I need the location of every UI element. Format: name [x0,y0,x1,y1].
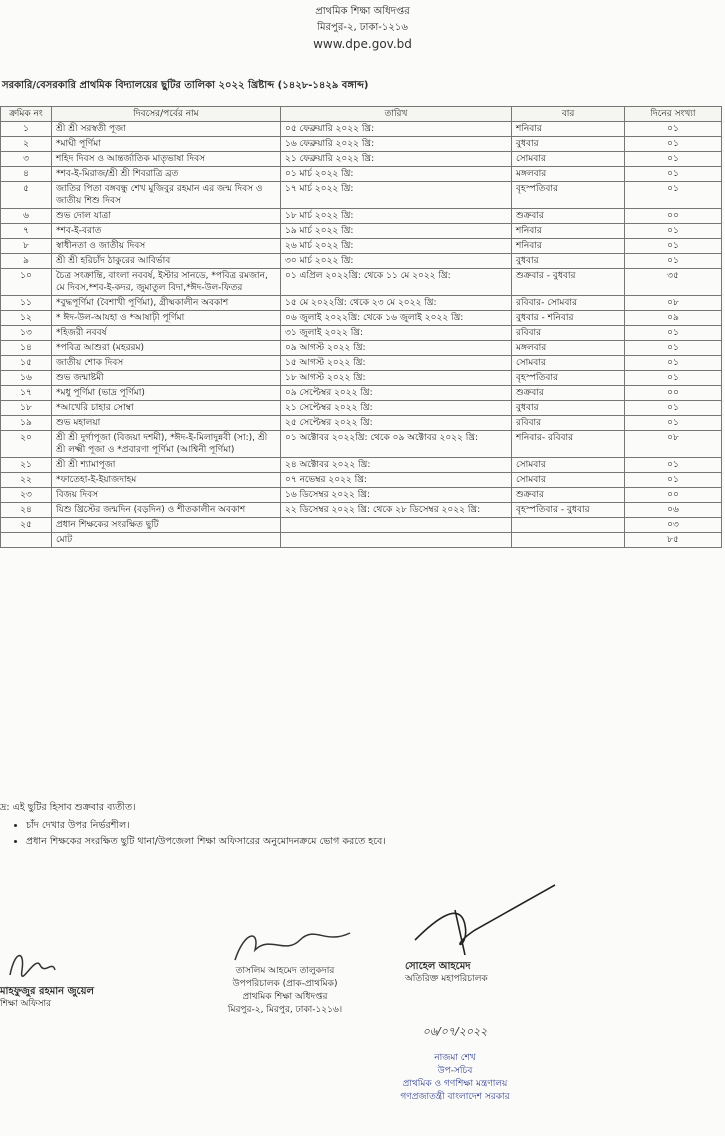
holiday-table [0,106,722,548]
cell-holiday-name: শুভ জন্মাষ্টমী [52,371,281,386]
cell-weekday: বৃহস্পতিবার [512,371,625,386]
cell-holiday-name: *আখেরি চাহার সোম্বা [52,401,281,416]
cell-date: ০৯ আগস্ট ২০২২ খ্রি: [281,341,512,356]
cell-serial: ৪ [1,167,52,182]
cell-serial: ১৫ [1,356,52,371]
cell-holiday-name: শহিদ দিবস ও আন্তর্জাতিক মাতৃভাষা দিবস [52,152,281,167]
cell-holiday-name: শুভ দোল যাত্রা [52,209,281,224]
cell-serial: ১৪ [1,341,52,356]
cell-day-count: ০১ [625,416,722,431]
table-row [1,209,722,224]
cell-serial: ১০ [1,269,52,296]
cell-serial: ৫ [1,182,52,209]
cell-date: ২৫ সেপ্টেম্বর ২০২২ খ্রি: [281,416,512,431]
cell-holiday-name: প্রধান শিক্ষকের সংরক্ষিত ছুটি [52,518,281,533]
cell-day-count: ০১ [625,458,722,473]
cell-weekday [512,518,625,533]
table-body [1,122,722,548]
notes-section [0,800,386,850]
cell-serial: ৩ [1,152,52,167]
cell-day-count: ০১ [625,167,722,182]
table-row [1,296,722,311]
table-row [1,386,722,401]
note-item: • চাঁদ দেখার উপর নির্ভরশীল। [26,818,386,834]
cell-weekday [512,533,625,548]
cell-date: ১৫ আগস্ট ২০২২ খ্রি: [281,356,512,371]
cell-date: ০১ মার্চ ২০২২ খ্রি: [281,167,512,182]
cell-day-count: ০০ [625,386,722,401]
cell-serial: ২৫ [1,518,52,533]
table-row [1,167,722,182]
signatory-title: অতিরিক্ত মহাপরিচালক [405,974,488,984]
table-row [1,326,722,341]
cell-date: ২৪ অক্টোবর ২০২২ খ্রি: [281,458,512,473]
cell-day-count: ০০ [625,488,722,503]
cell-weekday: সোমবার [512,356,625,371]
cell-day-count: ০১ [625,341,722,356]
cell-day-count: ০৯ [625,311,722,326]
table-row [1,152,722,167]
cell-date: ০১ এপ্রিল ২০২২খ্রি: থেকে ১১ মে ২০২২ খ্রি: [281,269,512,296]
note-label: দ্র: এই ছুটির হিসাব শুক্রবার ব্যতীত। [0,802,136,813]
cell-date: ০১ অক্টোবর ২০২২খ্রি: থেকে ০৯ অক্টোবর ২০২২ খ্রি: [281,431,512,458]
cell-day-count: ০১ [625,182,722,209]
cell-weekday: রবিবার [512,326,625,341]
cell-serial: ১৮ [1,401,52,416]
cell-date: ২১ সেপ্টেম্বর ২০২২ খ্রি: [281,401,512,416]
signatory-name: সোহেল আহমেদ [405,961,471,972]
cell-day-count: ০১ [625,326,722,341]
cell-weekday: বৃহস্পতিবার [512,182,625,209]
cell-holiday-name: *বুদ্ধপূর্ণিমা (বৈশাখী পূর্ণিমা), গ্রীষ্মকালীন অবকাশ [52,296,281,311]
cell-date [281,518,512,533]
signatory-title: উপপরিচালক (প্রাক-প্রাথমিক) [232,979,338,989]
cell-date [281,533,512,548]
table-row [1,533,722,548]
table-row [1,311,722,326]
cell-day-count: ০১ [625,356,722,371]
cell-weekday: রবিবার- সোমবার [512,296,625,311]
website-link[interactable]: www.dpe.gov.bd [313,37,412,51]
cell-weekday: রবিবার [512,416,625,431]
cell-day-count: ০১ [625,371,722,386]
cell-holiday-name: জাতীয় শোক দিবস [52,356,281,371]
table-row [1,371,722,386]
table-row [1,224,722,239]
cell-holiday-name: *হিজরী নববর্ষ [52,326,281,341]
cell-date: ১৬ ডিসেম্বর ২০২২ খ্রি: [281,488,512,503]
cell-day-count: ০১ [625,152,722,167]
cell-holiday-name: যিশু খ্রিস্টের জন্মদিন (বড়দিন) ও শীতকালীন অবকাশ [52,503,281,518]
col-day-count: দিনের সংখ্যা [625,107,722,122]
cell-weekday: বুধবার [512,254,625,269]
cell-day-count: ০০ [625,209,722,224]
cell-holiday-name: *ফাতেহা-ই-ইয়াজদাহম [52,473,281,488]
cell-serial: ১১ [1,296,52,311]
cell-holiday-name: *পবিত্র আশুরা (মহররম) [52,341,281,356]
cell-weekday: শুক্রবার [512,209,625,224]
col-holiday-name: দিবসের/পর্বের নাম [52,107,281,122]
cell-serial: ১৭ [1,386,52,401]
cell-serial: ১৩ [1,326,52,341]
cell-holiday-name: স্বাধীনতা ও জাতীয় দিবস [52,239,281,254]
handwritten-signature-icon [0,945,60,985]
signatory-title: উপ-সচিব [437,1066,473,1076]
cell-day-count: ০১ [625,473,722,488]
cell-weekday: বৃহস্পতিবার - বুধবার [512,503,625,518]
signatory-government: গণপ্রজাতন্ত্রী বাংলাদেশ সরকার [400,1092,510,1102]
cell-date: ০৫ ফেব্রুয়ারি ২০২২ খ্রি: [281,122,512,137]
note-item: • প্রধান শিক্ষকের সংরক্ষিত ছুটি থানা/উপজেলা শিক্ষা অফিসারের অনুমোদনক্রমে ভোগ করতে হবে। [26,834,386,850]
cell-holiday-name: শ্রী শ্রী দুর্গাপূজা (বিজয়া দশমী), *ঈদ-ই-মিলাদুন্নবী (সা:), শ্রী শ্রী লক্ষ্মী পূজা ও *প্রবারণা পূর্ণিমা (আশ্বিনী পূর্ণিমা) [52,431,281,458]
cell-serial: ২২ [1,473,52,488]
cell-weekday: সোমবার [512,473,625,488]
cell-holiday-name: জাতির পিতা বঙ্গবন্ধু শেখ মুজিবুর রহমান এর জন্ম দিবস ও জাতীয় শিশু দিবস [52,182,281,209]
cell-holiday-name: বিজয় দিবস [52,488,281,503]
cell-holiday-name: শ্রী শ্রী সরস্বতী পূজা [52,122,281,137]
cell-serial: ৯ [1,254,52,269]
cell-weekday: বুধবার - শনিবার [512,311,625,326]
table-row [1,239,722,254]
cell-date: ০৯ সেপ্টেম্বর ২০২২ খ্রি: [281,386,512,401]
cell-date: ২২ ডিসেম্বর ২০২২ খ্রি: থেকে ২৮ ডিসেম্বর ২০২২ খ্রি: [281,503,512,518]
cell-day-count: ০৮ [625,296,722,311]
cell-serial: ১ [1,122,52,137]
cell-weekday: শনিবার [512,122,625,137]
cell-date: ১৭ মার্চ ২০২২ খ্রি: [281,182,512,209]
signature-block-middle [190,925,380,1017]
cell-date: ৩০ মার্চ ২০২২ খ্রি: [281,254,512,269]
signatory-name: মাহফুজুর রহমান জুয়েল [0,986,94,997]
col-date: তারিখ [281,107,512,122]
cell-holiday-name: চৈত্র সংক্রান্তি, বাংলা নববর্ষ, ইস্টার সানডে, *পবিত্র রমজান, মে দিবস,*শব-ই-কদর, জুমাতুল বিদা,*ঈদ-উল-ফিতর [52,269,281,296]
table-row [1,431,722,458]
document-title: সরকারি/বেসরকারি প্রাথমিক বিদ্যালয়ের ছুটির তালিকা ২০২২ খ্রিষ্টাব্দ (১৪২৮-১৪২৯ বঙ্গাব্দ) [2,80,369,91]
cell-serial: ৭ [1,224,52,239]
cell-weekday: শুক্রবার [512,386,625,401]
cell-day-count: ৩৫ [625,269,722,296]
cell-holiday-name: শ্রী শ্রী শ্যামাপূজা [52,458,281,473]
cell-weekday: সোমবার [512,458,625,473]
signatory-name: নাজমা শেখ [434,1053,476,1063]
cell-serial: ২৩ [1,488,52,503]
signatory-title: শিক্ষা অফিসার [0,999,52,1009]
table-row [1,356,722,371]
cell-date: ০৭ নভেম্বর ২০২২ খ্রি: [281,473,512,488]
cell-day-count: ০৬ [625,503,722,518]
cell-day-count: ০৮ [625,431,722,458]
signatory-name: তাসলিম আহমেদ তালুকদার [235,966,335,976]
office-name: প্রাথমিক শিক্ষা অধিদপ্তর [315,6,410,17]
table-row [1,503,722,518]
cell-day-count: ০১ [625,137,722,152]
cell-date: ১৬ ফেব্রুয়ারি ২০২২ খ্রি: [281,137,512,152]
cell-holiday-name: মোট [52,533,281,548]
office-address: মিরপুর-২, ঢাকা-১২১৬ [317,22,408,33]
cell-weekday: শুক্রবার - বুধবার [512,269,625,296]
signature-block-right [405,880,565,986]
cell-serial: ২৪ [1,503,52,518]
signature-block-left [0,945,150,1011]
cell-day-count: ০১ [625,122,722,137]
cell-weekday: শনিবার [512,224,625,239]
cell-date: ১৮ আগস্ট ২০২২ খ্রি: [281,371,512,386]
cell-serial: ২ [1,137,52,152]
cell-weekday: শনিবার [512,239,625,254]
cell-date: ১৮ মার্চ ২০২২ খ্রি: [281,209,512,224]
cell-weekday: মঙ্গলবার [512,167,625,182]
cell-serial: ৬ [1,209,52,224]
cell-serial: ১২ [1,311,52,326]
signatory-address: মিরপুর-২, মিরপুর, ঢাকা-১২১৬। [227,1005,343,1015]
cell-holiday-name: *মাঘী পূর্ণিমা [52,137,281,152]
signatory-org: প্রাথমিক শিক্ষা অধিদপ্তর [242,992,328,1002]
table-row [1,122,722,137]
table-header-row [1,107,722,122]
table-row [1,488,722,503]
signatory-ministry: প্রাথমিক ও গণশিক্ষা মন্ত্রণালয় [402,1079,508,1089]
table-row [1,458,722,473]
cell-date: ১৯ মার্চ ২০২২ খ্রি: [281,224,512,239]
handwritten-signature-icon [405,880,560,960]
cell-weekday: বুধবার [512,137,625,152]
cell-weekday: বুধবার [512,401,625,416]
cell-holiday-name: *শব-ই-বরাত [52,224,281,239]
cell-serial: ১৯ [1,416,52,431]
cell-date: ২৬ মার্চ ২০২২ খ্রি: [281,239,512,254]
col-serial: ক্রমিক নং [1,107,52,122]
table-row [1,269,722,296]
cell-weekday: সোমবার [512,152,625,167]
cell-day-count: ০১ [625,254,722,269]
table-row [1,182,722,209]
cell-holiday-name: শ্রী শ্রী হরিচাঁদ ঠাকুরের আবির্ভাব [52,254,281,269]
cell-holiday-name: *মধু পূর্ণিমা (ভাদ্র পূর্ণিমা) [52,386,281,401]
table-row [1,416,722,431]
cell-weekday: শুক্রবার [512,488,625,503]
table-row [1,254,722,269]
cell-day-count: ০১ [625,224,722,239]
document-header [0,4,725,52]
cell-date: ০৬ জুলাই ২০২২খ্রি: থেকে ১৬ জুলাই ২০২২ খ্রি: [281,311,512,326]
cell-day-count: ৮৫ [625,533,722,548]
cell-weekday: শনিবার- রবিবার [512,431,625,458]
cell-holiday-name: * ঈদ-উল-আযহা ও *আষাঢ়ী পূর্ণিমা [52,311,281,326]
cell-holiday-name: *শব-ই-মিরাজ/শ্রী শ্রী শিবরাত্রি ব্রত [52,167,281,182]
cell-serial: ৮ [1,239,52,254]
col-weekday: বার [512,107,625,122]
cell-day-count: ০১ [625,401,722,416]
cell-holiday-name: শুভ মহালয়া [52,416,281,431]
handwritten-signature-icon [215,925,355,965]
table-row [1,473,722,488]
table-row [1,137,722,152]
signature-date: ০৬/০৭/২০২২ [422,1025,488,1038]
cell-serial [1,533,52,548]
table-row [1,401,722,416]
table-row [1,341,722,356]
cell-day-count: ০১ [625,239,722,254]
cell-date: ১৫ মে ২০২২খ্রি: থেকে ২৩ মে ২০২২ খ্রি: [281,296,512,311]
table-row [1,518,722,533]
cell-weekday: মঙ্গলবার [512,341,625,356]
cell-serial: ১৬ [1,371,52,386]
cell-date: ৩১ জুলাই ২০২২ খ্রি: [281,326,512,341]
cell-day-count: ০৩ [625,518,722,533]
cell-date: ২১ ফেব্রুয়ারি ২০২২ খ্রি: [281,152,512,167]
cell-serial: ২১ [1,458,52,473]
signature-block-bottom [370,1025,540,1104]
cell-serial: ২০ [1,431,52,458]
